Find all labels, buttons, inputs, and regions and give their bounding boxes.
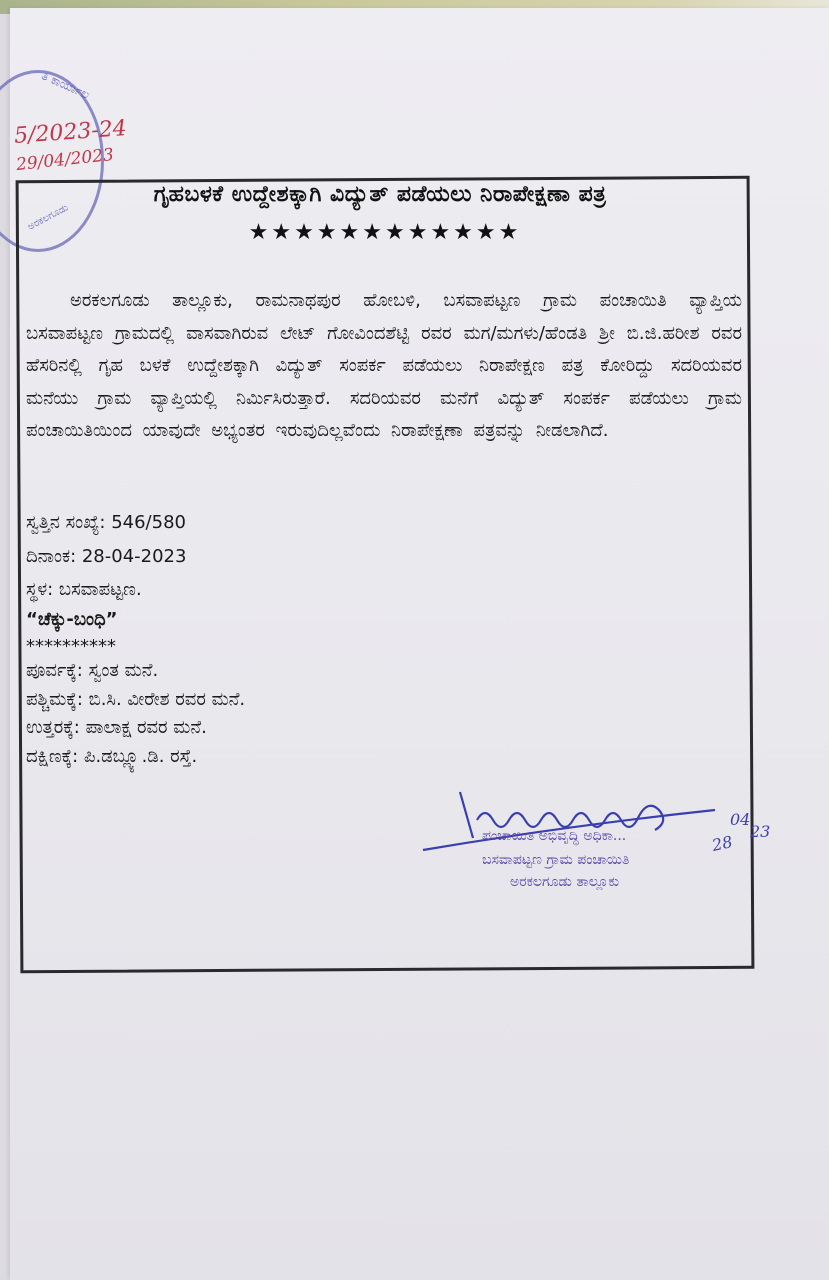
- boundary-south: ದಕ್ಷಿಣಕ್ಕೆ: ಪಿ.ಡಬ್ಲ್ಯೂ.ಡಿ. ರಸ್ತೆ.: [26, 746, 198, 767]
- star-divider: ★★★★★★★★★★★★: [248, 220, 522, 245]
- sign-date-year: 23: [750, 822, 771, 841]
- signatory-taluk: ಅರಕಲಗೂಡು ತಾಲ್ಲೂಕು: [510, 874, 620, 890]
- property-number: ಸ್ವತ್ತಿನ ಸಂಖ್ಯೆ: 546/580: [26, 512, 186, 533]
- boundary-west: ಪಶ್ಚಿಮಕ್ಕೆ: ಬಿ.ಸಿ. ವೀರೇಶ ರವರ ಮನೆ.: [26, 689, 246, 710]
- sign-date-day: 28: [710, 832, 735, 855]
- stamp-text-top: ತಿ ಕಾರ್ಯಾಲ: [39, 68, 92, 102]
- sign-date-month: 04: [730, 810, 751, 829]
- issue-date: ದಿನಾಂಕ: 28-04-2023: [26, 546, 187, 567]
- signatory-designation: ಪಂಚಾಯಿತಿ ಅಭಿವೃದ್ಧಿ ಅಧಿಕಾ...: [482, 828, 627, 844]
- certificate-body: ಅರಕಲಗೂಡು ತಾಲ್ಲೂಕು, ರಾಮನಾಥಪುರ ಹೋಬಳಿ, ಬಸವಾಪಟ್ಟಣ ಗ್ರಾಮ ಪಂಚಾಯಿತಿ ವ್ಯಾಪ್ತಿಯ ಬಸವಾಪಟ್ಟಣ ಗ್ರಾಮದಲ್ಲಿ ವಾಸವಾಗಿರುವ ಲೇಟ್ ಗೋವಿಂದಶೆಟ್ಟಿ ರವರ ಮಗ/ಮಗಳು/ಹೆಂಡತಿ ಶ್ರೀ ಬಿ.ಜಿ.ಹರೀಶ ರವರ ಹೆಸರಿನಲ್ಲಿ ಗೃಹ ಬಳಕೆ ಉದ್ದೇಶಕ್ಕಾಗಿ ವಿದ್ಯುತ್ ಸಂಪರ್ಕ ಪಡೆಯಲು ನಿರಾಪೇಕ್ಷಣ ಪತ್ರ ಕೋರಿದ್ದು ಸದರಿಯವರ ಮನೆಯು ಗ್ರಾಮ ವ್ಯಾಪ್ತಿಯಲ್ಲಿ ನಿರ್ಮಿಸಿರುತ್ತಾರೆ. ಸದರಿಯವರ ಮನೆಗೆ ವಿದ್ಯುತ್ ಸಂಪರ್ಕ ಪಡೆಯಲು ಗ್ರಾಮ ಪಂಚಾಯಿತಿಯಿಂದ ಯಾವುದೇ ಅಭ್ಯಂತರ ಇರುವುದಿಲ್ಲವೆಂದು ನಿರಾಪೇಕ್ಷಣಾ ಪತ್ರವನ್ನು ನೀಡಲಾಗಿದೆ.: [26, 290, 742, 441]
- place: ಸ್ಥಳ: ಬಸವಾಪಟ್ಟಣ.: [26, 579, 142, 600]
- certificate-title: ಗೃಹಬಳಕೆ ಉದ್ದೇಶಕ್ಕಾಗಿ ವಿದ್ಯುತ್ ಪಡೆಯಲು ನಿರಾಪೇಕ್ಷಣಾ ಪತ್ರ: [153, 182, 607, 207]
- stamp-text-bottom: ಅರಕಲಗೂಡು: [26, 202, 71, 233]
- signatory-office: ಬಸವಾಪಟ್ಟಣ ಗ್ರಾಮ ಪಂಚಾಯಿತಿ: [482, 852, 630, 868]
- boundary-east: ಪೂರ್ವಕ್ಕೆ: ಸ್ವಂತ ಮನೆ.: [26, 660, 159, 681]
- boundaries-heading: “ಚೆಕ್ಕು-ಬಂಧಿ”: [26, 609, 118, 630]
- inward-number: 5/2023-24: [13, 116, 128, 149]
- inward-date: 29/04/2023: [15, 144, 115, 176]
- boundary-north: ಉತ್ತರಕ್ಕೆ: ಪಾಲಾಕ್ಷ ರವರ ಮನೆ.: [26, 717, 207, 738]
- boundaries-separator: **********: [26, 636, 116, 657]
- handwritten-signature: [415, 780, 755, 860]
